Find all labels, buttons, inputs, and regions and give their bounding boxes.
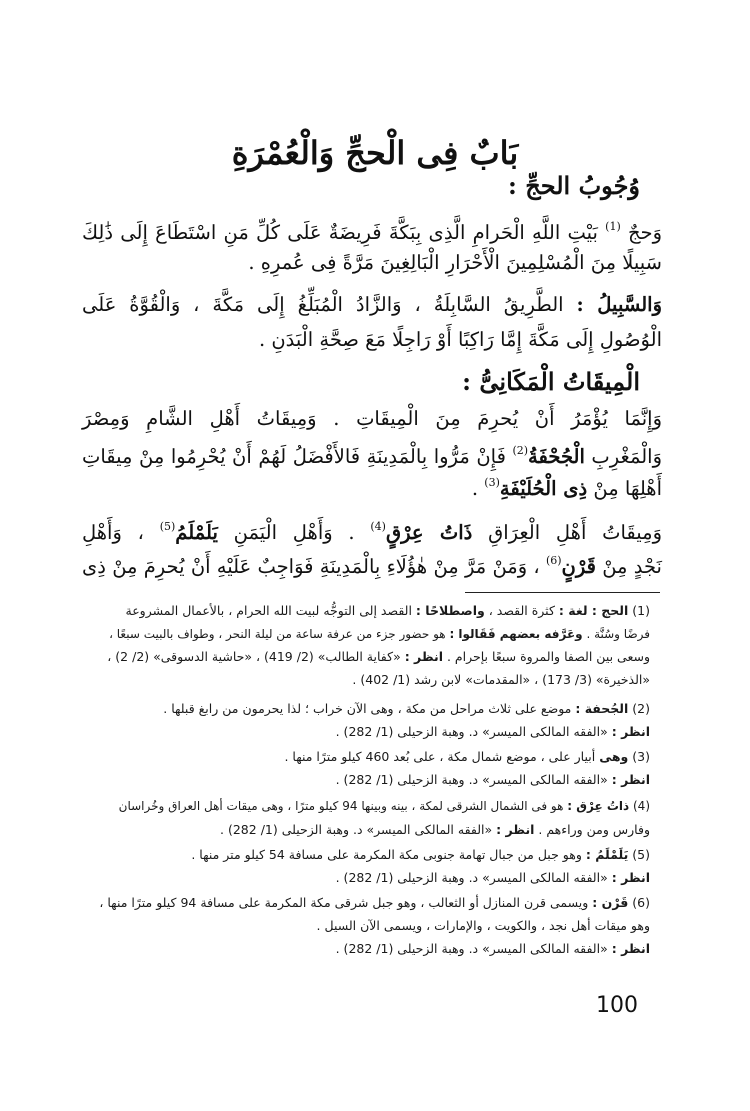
paragraph-line: [82, 212, 662, 248]
footnote-ref: (2): [512, 444, 529, 457]
text-run: كثرة القصد ،: [488, 603, 555, 618]
footnote-line: [100, 797, 650, 815]
footnote-line: [100, 723, 650, 741]
text-run: ، وَأَهْلِ: [82, 521, 144, 544]
paragraph-line: [82, 468, 662, 504]
text-run: أبيار على ، موضع شمال مكة ، على بُعد 460 كيلو مترًا منها .: [284, 749, 596, 764]
term: يَلَمْلَمُ: [175, 521, 218, 544]
footnote-term: انظر :: [496, 822, 535, 837]
text-run: وَمِيقَاتُ أَهْلِ الْعِرَاقِ: [488, 521, 663, 544]
footnote-number: (1): [632, 603, 650, 618]
term: ذِى الْحُلَيْفَةِ: [499, 477, 588, 500]
footnote-line: [100, 700, 650, 718]
footnote-term: يَلَمْلَمُ :: [585, 847, 629, 862]
text-run: بَيْتِ اللَّهِ الْحَرامِ الَّذِى بِبَكَّةَ فَرِيضَةٌ عَلَى كُلِّ مَنِ اسْتَطَاعَ إِلَى ذَٰلِكَ: [82, 221, 598, 244]
footnote-number: (5): [632, 847, 650, 862]
footnote-term: ذاتُ عِرْق :: [567, 799, 630, 813]
text-run: موضع على ثلاث مراحل من مكة ، وهى الآن خراب ؛ لذا يحرمون من رابغ قبلها .: [163, 701, 572, 716]
footnote-number: (3): [632, 749, 650, 764]
footnote-term: انظر :: [611, 772, 650, 787]
text-run: وَالْمَغْرِبِ: [591, 445, 662, 468]
footnote-ref: (1): [605, 220, 621, 233]
footnote-line: [100, 602, 650, 620]
footnote-number: (6): [632, 895, 650, 910]
text-run: وَحجٌ: [627, 221, 662, 244]
text-run: «الفقه المالكى الميسر» د. وهبة الزحيلى (1/ 282) .: [335, 941, 608, 956]
text-run: وهو جبل من جبال تهامة جنوبى مكة المكرمة على مسافة 54 كيلو متر منها .: [191, 847, 582, 862]
text-run: «الفقه المالكى الميسر» د. وهبة الزحيلى (1/ 282) .: [220, 822, 493, 837]
page-number: 100: [596, 993, 638, 1018]
footnote-line: [100, 869, 650, 887]
footnote-line: وهو ميقات أهل نجد ، والكويت ، والإمارات ، ويسمى الآن السيل .: [316, 918, 650, 933]
footnote-term: وعَرَّفه بعضهم فَقَالوا :: [449, 627, 583, 641]
footnote-line: «الذخيرة» (3/ 173) ، «المقدمات» لابن رشد (1/ 402) .: [352, 672, 650, 687]
text-run: هو حضور جزء من عرفة ساعة من ليلة النحر ، وطواف بالبيت سبعًا ،: [109, 627, 446, 641]
paragraph-line: سَبِيلًا مِنَ الْمُسْلِمِينَ الْأَحْرَارِ الْبَالِغِينَ مَرَّةً فِى عُمرِهِ .: [248, 251, 662, 274]
footnote-divider: [465, 592, 660, 593]
footnote-line: [100, 748, 650, 766]
term: الْجُحْفَةُ: [528, 445, 585, 468]
footnote-line: [100, 940, 650, 958]
footnote-ref: (4): [370, 520, 386, 533]
chapter-title: بَابٌ فِى الْحجِّ وَالْعُمْرَةِ: [231, 134, 519, 172]
term: ذَاتُ عِرْقٍ: [385, 521, 473, 544]
footnote-term: الجُحفة :: [575, 701, 629, 716]
text-run: الطَّرِيقُ السَّابِلَةُ ، وَالزَّادُ الْمُبَلِّغُ إِلَى مَكَّةَ ، وَالْقُوَّةُ عَلَى: [82, 293, 564, 316]
text-run: «الفقه المالكى الميسر» د. وهبة الزحيلى (1/ 282) .: [335, 772, 608, 787]
footnote-term: قَرْن :: [592, 895, 629, 910]
text-run: فرضًا وسُنَّة .: [586, 627, 650, 641]
text-run: وسعى بين الصفا والمروة سبعًا بإحرام .: [446, 649, 650, 664]
text-run: فَإِنْ مَرُّوا بِالْمَدِينَةِ فَالأَفْضَلُ لَهُمْ أَنْ يُحْرِمُوا مِنْ مِيقَاتِ: [82, 445, 506, 468]
paragraph-line: [82, 546, 662, 582]
text-run: .: [471, 477, 479, 500]
paragraph-line: [82, 512, 662, 548]
section-heading-hajj-obligation: وُجُوبُ الحجِّ :: [508, 171, 640, 200]
footnote-line: [100, 625, 650, 643]
footnote-line: [100, 846, 650, 864]
paragraph-line: وَإِنَّمَا يُؤْمَرُ أَنْ يُحرِمَ مِنَ الْمِيقَاتِ . وَمِيقَاتُ أَهْلِ الشَّامِ وَمِصْرَ: [82, 407, 662, 430]
footnote-term: انظر :: [404, 649, 443, 664]
paragraph-line: [82, 436, 662, 472]
text-run: ويسمى قرن المنازل أو الثعالب ، وهو جبل شرقى مكة المكرمة على مسافة 94 كيلو مترًا منها ،: [99, 895, 589, 910]
footnote-term: انظر :: [611, 870, 650, 885]
footnote-line: [100, 894, 650, 912]
text-run: «كفاية الطالب» (2/ 419) ، «حاشية الدسوقى» (2/ 2) ،: [107, 649, 401, 664]
paragraph-line: [82, 290, 662, 320]
text-run: «الفقه المالكى الميسر» د. وهبة الزحيلى (1/ 282) .: [335, 724, 608, 739]
text-run: أَهْلِهَا مِنْ: [593, 477, 662, 500]
footnote-term: الحج : لغة :: [558, 603, 629, 618]
footnote-number: (2): [632, 701, 650, 716]
text-run: . وَأَهْلِ الْيَمَنِ: [233, 521, 355, 544]
footnote-line: [100, 771, 650, 789]
text-run: ، وَمَنْ مَرَّ مِنْ هٰؤُلَاءِ بِالْمَدِينَةِ فَوَاجِبٌ عَلَيْهِ أَنْ يُحرِمَ مِنْ ذِى: [82, 555, 540, 578]
footnote-ref: (5): [159, 520, 176, 533]
term: قَرْنٍ: [561, 555, 596, 578]
text-run: نَجْدٍ مِنْ: [602, 555, 662, 578]
text-run: «الفقه المالكى الميسر» د. وهبة الزحيلى (1/ 282) .: [335, 870, 608, 885]
footnote-term: وهى: [599, 749, 629, 764]
footnote-line: [100, 821, 650, 839]
text-run: القصد إلى التوجُّه لبيت الله الحرام ، بالأعمال المشروعة: [125, 603, 412, 618]
footnote-line: [100, 648, 650, 666]
footnote-term: انظر :: [611, 724, 650, 739]
term: وَالسَّبِيلُ :: [576, 293, 662, 316]
text-run: هو فى الشمال الشرقى لمكة ، بينه وبينها 94 كيلو مترًا ، وهى ميقات أهل العراق وخُراسان: [118, 799, 564, 813]
paragraph-line: الْوُصُولِ إِلَى مَكَّةَ إِمَّا رَاكِبًا أَوْ رَاجِلًا مَعَ صِحَّةِ الْبَدَنِ .: [258, 328, 662, 351]
footnote-ref: (6): [545, 554, 562, 567]
footnote-term: واصطلاحًا :: [415, 603, 485, 618]
section-heading-miqat: الْمِيقَاتُ الْمَكَانِىُّ :: [462, 367, 640, 396]
text-run: وفارس ومن وراءهم .: [538, 822, 650, 837]
footnote-number: (4): [632, 799, 650, 813]
footnote-term: انظر :: [611, 941, 650, 956]
footnote-ref: (3): [484, 476, 500, 489]
